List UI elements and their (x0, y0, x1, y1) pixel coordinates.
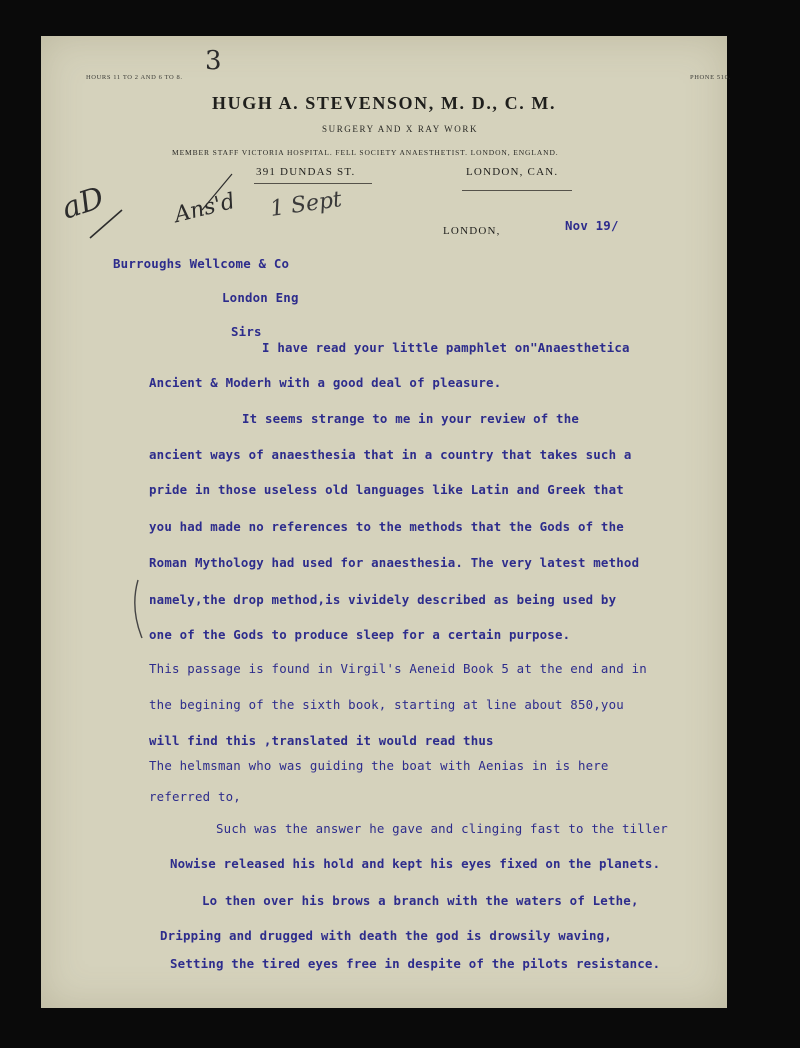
doctor-name: HUGH A. STEVENSON, M. D., C. M. (212, 93, 557, 113)
letter-line: one of the Gods to produce sleep for a certain purpose. (149, 627, 571, 642)
letter-line: referred to, (149, 789, 241, 804)
letter-line: Lo then over his brows a branch with the waters of Lethe, (202, 893, 639, 908)
date-annotation: 1 Sept (268, 187, 344, 222)
letter-line: Dripping and drugged with death the god is drowsily waving, (160, 928, 612, 943)
city-address: LONDON, CAN. (466, 166, 559, 178)
street-rule (254, 183, 372, 184)
city-rule (462, 190, 572, 191)
letter-date: Nov 19/ (565, 218, 619, 233)
initials-annotation: aD (57, 180, 109, 227)
answered-annotation: Ans'd (171, 188, 238, 229)
recipient-name: Burroughs Wellcome & Co (113, 256, 290, 271)
letter-line: Ancient & Moderh with a good deal of pleasure. (149, 375, 502, 390)
letter-line: namely,the drop method,is vividely described as being used by (149, 592, 617, 607)
letter-line: The helmsman who was guiding the boat with Aenias in is here (149, 758, 609, 773)
letter-line: will find this ,translated it would read thus (149, 733, 494, 748)
place-line: LONDON, (443, 225, 501, 237)
letter-line: pride in those useless old languages like Latin and Greek that (149, 482, 624, 497)
letter-line: Nowise released his hold and kept his eyes fixed on the planets. (170, 856, 661, 871)
margin-bracket (128, 578, 148, 642)
letter-line: I have read your little pamphlet on"Anaesthetica (262, 340, 630, 355)
letter-line: Such was the answer he gave and clinging fast to the tiller (216, 821, 668, 836)
letter-line: Roman Mythology had used for anaesthesia. The very latest method (149, 555, 640, 570)
recipient-city: London Eng (222, 290, 299, 305)
staff-affiliation: MEMBER STAFF VICTORIA HOSPITAL. FELL SOCIETY ANAESTHETIST. LONDON, ENGLAND. (172, 148, 559, 157)
salutation: Sirs (231, 324, 262, 339)
doctor-specialty: SURGERY AND X RAY WORK (322, 124, 479, 134)
letter-line: the begining of the sixth book, starting at line about 850,you (149, 697, 624, 712)
letter-line: ancient ways of anaesthesia that in a country that takes such a (149, 447, 632, 462)
letter-line: This passage is found in Virgil's Aeneid Book 5 at the end and in (149, 661, 647, 676)
office-hours: HOURS 11 TO 2 AND 6 TO 8. (86, 74, 183, 81)
phone-number: PHONE 510. (690, 74, 731, 81)
page-number: 3 (205, 46, 222, 76)
letter-line: you had made no references to the methods that the Gods of the (149, 519, 624, 534)
street-address: 391 DUNDAS ST. (256, 166, 356, 178)
letter-line: Setting the tired eyes free in despite of the pilots resistance. (170, 956, 661, 971)
letter-line: It seems strange to me in your review of the (242, 411, 580, 426)
